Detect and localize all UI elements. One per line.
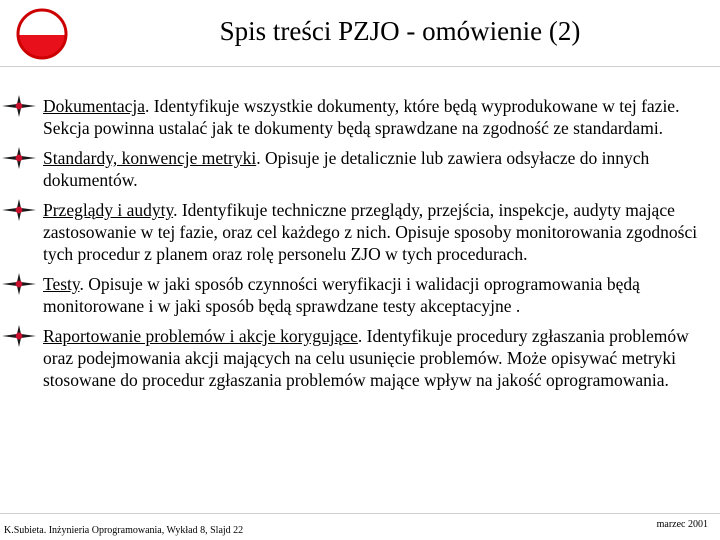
item-text: . Opisuje je detalicznie lub zawiera odsyłacze do innych dokumentów. — [43, 148, 650, 190]
item-text: . Identyfikuje wszystkie dokumenty, które będą wyprodukowane w tej fazie. Sekcja powinna ustalać jak te dokumenty będą sprawdzane na zgodność ze standardami. — [43, 96, 680, 138]
red-white-circle-logo-icon — [14, 6, 70, 62]
compass-star-bullet-icon — [2, 273, 36, 295]
footer-credit: K.Subieta. Inżynieria Oprogramowania, Wykład 8, Slajd 22 — [4, 525, 244, 536]
list-item — [0, 95, 720, 139]
content-list — [0, 95, 720, 391]
item-term: Standardy, konwencje metryki — [43, 148, 257, 168]
item-term: Dokumentacja — [43, 96, 146, 116]
footer-divider — [0, 513, 720, 514]
item-text: . Opisuje w jaki sposób czynności weryfikacji i walidacji oprogramowania będą monitorowane i w jaki sposób będą sprawdzane testy akceptacyjne . — [43, 274, 640, 316]
item-text: . Identyfikuje procedury zgłaszania problemów oraz podejmowania akcji mających na celu usunięcie problemów. Może opisywać metryki stosowane do procedur zgłaszania problemów mające wpływ na jakość oprogramowania. — [43, 326, 689, 390]
compass-star-bullet-icon — [2, 95, 36, 117]
list-item — [0, 325, 720, 391]
header-divider — [0, 66, 720, 67]
compass-star-bullet-icon — [2, 199, 36, 221]
compass-star-bullet-icon — [2, 325, 36, 347]
item-term: Testy — [43, 274, 80, 294]
item-term: Przeglądy i audyty — [43, 200, 174, 220]
compass-star-bullet-icon — [2, 147, 36, 169]
item-text: . Identyfikuje techniczne przeglądy, przejścia, inspekcje, audyty mające zastosowanie w tej fazie, oraz cel każdego z nich. Opisuje sposoby monitorowania zgodności tych procedur z planem oraz rolę personelu ZJO w tych procedurach. — [43, 200, 698, 264]
list-item — [0, 199, 720, 265]
footer-date: marzec 2001 — [656, 519, 708, 530]
item-term: Raportowanie problemów i akcje korygujące — [43, 326, 358, 346]
list-item — [0, 273, 720, 317]
list-item — [0, 147, 720, 191]
page-title: Spis treści PZJO - omówienie (2) — [219, 16, 581, 46]
